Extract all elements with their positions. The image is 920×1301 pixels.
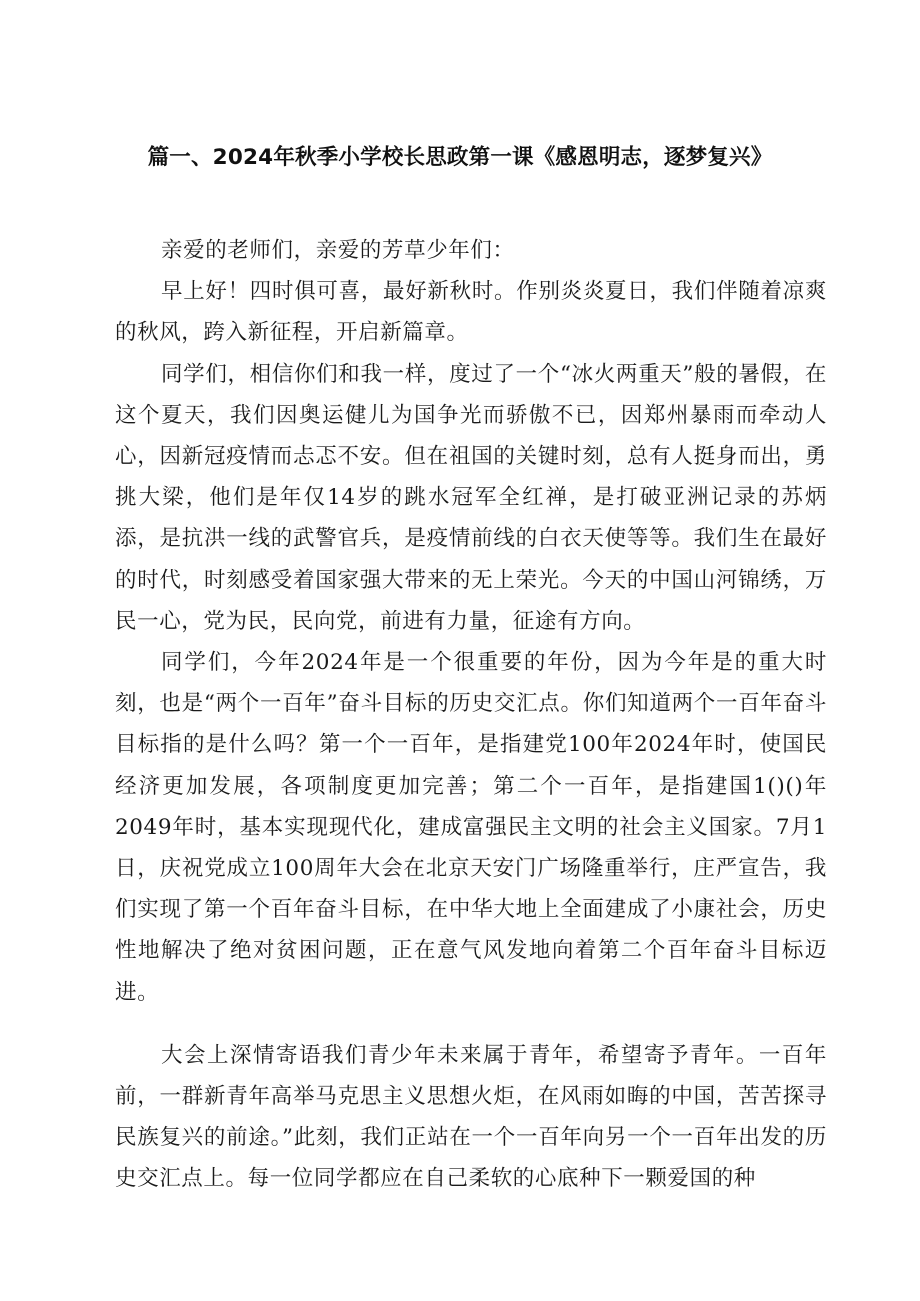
paragraph-greeting: 早上好！四时俱可喜，最好新秋时。作别炎炎夏日，我们伴随着凉爽的秋风，跨入新征程，开启新篇章。 (115, 279, 827, 346)
document-body (115, 230, 827, 1200)
paragraph-youth: 大会上深情寄语我们青少年未来属于青年，希望寄予青年。一百年前，一群新青年高举马克思主义思想火炬，在风雨如晦的中国，苦苦探寻民族复兴的前途。”此刻，我们正站在一个一百年向另一个一百年出发的历史交汇点上。每一位同学都应在自己柔软的心底种下一颗爱国的种 (115, 1042, 827, 1192)
paragraph-summer: 同学们，相信你们和我一样，度过了一个“冰火两重天”般的暑假，在这个夏天，我们因奥运健儿为国争光而骄傲不已，因郑州暴雨而牵动人心，因新冠疫情而忐忑不安。但在祖国的关键时刻，总有人挺身而出，勇挑大梁，他们是年仅14岁的跳水冠军全红禅，是打破亚洲记录的苏炳添，是抗洪一线的武警官兵，是疫情前线的白衣天使等等。我们生在最好的时代，时刻感受着国家强大带来的无上荣光。今天的中国山河锦绣，万民一心，党为民，民向党，前进有力量，征途有方向。 (115, 361, 827, 634)
salutation: 亲爱的老师们，亲爱的芳草少年们： (161, 238, 515, 263)
paragraph-centenary: 同学们，今年2024年是一个很重要的年份，因为今年是的重大时刻，也是“两个一百年”奋斗目标的历史交汇点。你们知道两个一百年奋斗目标指的是什么吗？第一个一百年，是指建党100年2024年时，使国民经济更加发展，各项制度更加完善；第二个一百年，是指建国1()()年2049年时，基本实现现代化，建成富强民主文明的社会主义国家。7月1日，庆祝党成立100周年大会在北京天安门广场隆重举行，庄严宣告，我们实现了第一个百年奋斗目标，在中华大地上全面建成了小康社会，历史性地解决了绝对贫困问题，正在意气风发地向着第二个百年奋斗目标迈进。 (115, 650, 827, 1005)
document-title: 篇一、2024年秋季小学校长思政第一课《感恩明志，逐梦复兴》 (147, 145, 773, 170)
